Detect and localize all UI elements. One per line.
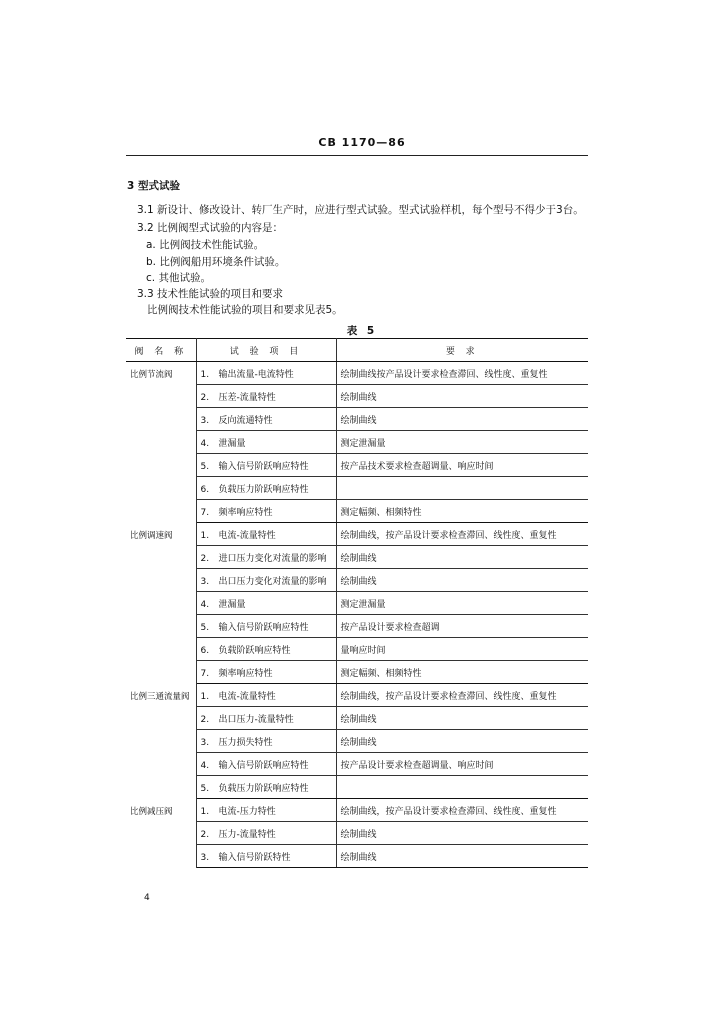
requirement-cell: 绘制曲线，按产品设计要求检查滞回、线性度、重复性 (336, 684, 588, 707)
item-number: 3. (200, 852, 210, 863)
test-item-cell (196, 385, 336, 408)
header-valve-name: 阀 名 称 (126, 339, 196, 362)
table-row (126, 615, 588, 638)
item-text: 输入信号阶跃特性 (218, 852, 291, 863)
requirement-cell: 测定泄漏量 (336, 431, 588, 454)
table-row (126, 454, 588, 477)
test-item-cell (196, 615, 336, 638)
table-row (126, 477, 588, 500)
item-text: 频率响应特性 (218, 507, 273, 518)
table-body (126, 362, 588, 868)
item-number: 7. (200, 668, 210, 679)
table-row (126, 385, 588, 408)
item-number: 2. (200, 829, 210, 840)
requirement-cell: 按产品设计要求检查超调量、响应时间 (336, 753, 588, 776)
item-number: 3. (200, 576, 210, 587)
item-text: 反向流通特性 (218, 415, 273, 426)
test-item-cell (196, 730, 336, 753)
requirement-cell: 按产品技术要求检查超调量、响应时间 (336, 454, 588, 477)
item-text: 进口压力变化对流量的影响 (218, 553, 327, 564)
table-caption: 表 5 (346, 325, 378, 337)
item-number: 2. (200, 553, 210, 564)
table-row (126, 730, 588, 753)
item-text: 电流-流量特性 (218, 530, 276, 541)
valve-name-cell: 比例减压阀 (126, 799, 196, 868)
item-text: 出口压力变化对流量的影响 (218, 576, 327, 587)
table-row (126, 431, 588, 454)
requirement-cell: 绘制曲线 (336, 822, 588, 845)
test-item-cell (196, 546, 336, 569)
item-text: 电流-流量特性 (218, 691, 276, 702)
item-text: 频率响应特性 (218, 668, 273, 679)
item-number: 5. (200, 622, 210, 633)
item-number: 1. (200, 806, 210, 817)
table-row (126, 500, 588, 523)
requirement-cell: 绘制曲线 (336, 730, 588, 753)
item-number: 4. (200, 760, 210, 771)
table-row (126, 569, 588, 592)
test-item-cell (196, 500, 336, 523)
item-text: 输入信号阶跃响应特性 (218, 461, 309, 472)
page-number: 4 (144, 893, 150, 903)
list-item-a: a. 比例阀技术性能试验。 (146, 239, 265, 251)
item-number: 7. (200, 507, 210, 518)
requirement-cell: 绘制曲线 (336, 569, 588, 592)
item-text: 输出流量-电流特性 (218, 369, 294, 380)
paragraph-3-2: 3.2 比例阀型式试验的内容是： (137, 222, 284, 234)
test-item-cell (196, 408, 336, 431)
test-item-cell (196, 454, 336, 477)
table-row (126, 408, 588, 431)
table-row (126, 753, 588, 776)
table-row (126, 523, 588, 546)
table-row (126, 776, 588, 799)
item-number: 1. (200, 369, 210, 380)
test-item-cell (196, 638, 336, 661)
table-row (126, 707, 588, 730)
item-text: 压差-流量特性 (218, 392, 276, 403)
table-row (126, 592, 588, 615)
section-title: 3 型式试验 (127, 180, 180, 192)
test-item-cell (196, 477, 336, 500)
valve-name-cell: 比例调速阀 (126, 523, 196, 684)
header-requirement: 要 求 (336, 339, 588, 362)
test-item-cell (196, 592, 336, 615)
item-number: 5. (200, 461, 210, 472)
test-item-cell (196, 753, 336, 776)
table-row (126, 684, 588, 707)
item-number: 3. (200, 415, 210, 426)
requirement-cell: 绘制曲线 (336, 385, 588, 408)
test-item-cell (196, 776, 336, 799)
header-test-item: 试 验 项 目 (196, 339, 336, 362)
table-intro: 比例阀技术性能试验的项目和要求见表5。 (147, 304, 343, 316)
requirement-cell: 测定泄漏量 (336, 592, 588, 615)
item-number: 4. (200, 438, 210, 449)
item-text: 输入信号阶跃响应特性 (218, 760, 309, 771)
paragraph-3-1: 3.1 新设计、修改设计、转厂生产时，应进行型式试验。型式试验样机，每个型号不得少于3台。 (137, 204, 584, 216)
item-text: 输入信号阶跃响应特性 (218, 622, 309, 633)
item-text: 泄漏量 (218, 438, 246, 449)
test-item-cell (196, 845, 336, 868)
test-item-cell (196, 799, 336, 822)
item-text: 电流-压力特性 (218, 806, 276, 817)
test-item-cell (196, 569, 336, 592)
document-code: CB 1170—86 (318, 136, 406, 149)
requirement-cell: 测定幅频、相频特性 (336, 500, 588, 523)
test-item-cell (196, 707, 336, 730)
test-item-cell (196, 523, 336, 546)
requirement-cell: 绘制曲线 (336, 707, 588, 730)
requirement-cell: 绘制曲线，按产品设计要求检查滞回、线性度、重复性 (336, 523, 588, 546)
list-item-c: c. 其他试验。 (146, 272, 211, 284)
paragraph-3-3: 3.3 技术性能试验的项目和要求 (137, 288, 284, 300)
test-item-cell (196, 822, 336, 845)
test-item-cell (196, 684, 336, 707)
item-text: 泄漏量 (218, 599, 246, 610)
requirement-cell: 绘制曲线 (336, 546, 588, 569)
list-item-b: b. 比例阀船用环境条件试验。 (146, 256, 286, 268)
requirement-cell: 测定幅频、相频特性 (336, 661, 588, 684)
table-row (126, 822, 588, 845)
table-header-row (126, 339, 588, 362)
requirement-cell (336, 776, 588, 799)
item-number: 1. (200, 691, 210, 702)
table-row (126, 661, 588, 684)
item-text: 负载压力阶跃响应特性 (218, 484, 309, 495)
requirement-cell: 按产品设计要求检查超调 (336, 615, 588, 638)
item-number: 3. (200, 737, 210, 748)
requirement-cell: 绘制曲线按产品设计要求检查滞回、线性度、重复性 (336, 362, 588, 385)
valve-name-cell: 比例三通流量阀 (126, 684, 196, 799)
requirement-cell (336, 477, 588, 500)
item-number: 2. (200, 714, 210, 725)
header-rule (126, 155, 588, 156)
table-row (126, 845, 588, 868)
requirement-cell: 绘制曲线 (336, 408, 588, 431)
table-row (126, 638, 588, 661)
test-item-cell (196, 362, 336, 385)
valve-name-cell: 比例节流阀 (126, 362, 196, 523)
item-text: 压力-流量特性 (218, 829, 276, 840)
table-row (126, 362, 588, 385)
item-text: 出口压力-流量特性 (218, 714, 294, 725)
requirement-cell: 量响应时间 (336, 638, 588, 661)
item-text: 负载阶跃响应特性 (218, 645, 291, 656)
table-row (126, 546, 588, 569)
table-row (126, 799, 588, 822)
item-text: 压力损失特性 (218, 737, 273, 748)
item-number: 2. (200, 392, 210, 403)
item-number: 4. (200, 599, 210, 610)
item-text: 负载压力阶跃响应特性 (218, 783, 309, 794)
spec-table (126, 338, 588, 868)
item-number: 1. (200, 530, 210, 541)
requirement-cell: 绘制曲线 (336, 845, 588, 868)
test-item-cell (196, 661, 336, 684)
item-number: 5. (200, 783, 210, 794)
item-number: 6. (200, 484, 210, 495)
requirement-cell: 绘制曲线，按产品设计要求检查滞回、线性度、重复性 (336, 799, 588, 822)
item-number: 6. (200, 645, 210, 656)
test-item-cell (196, 431, 336, 454)
